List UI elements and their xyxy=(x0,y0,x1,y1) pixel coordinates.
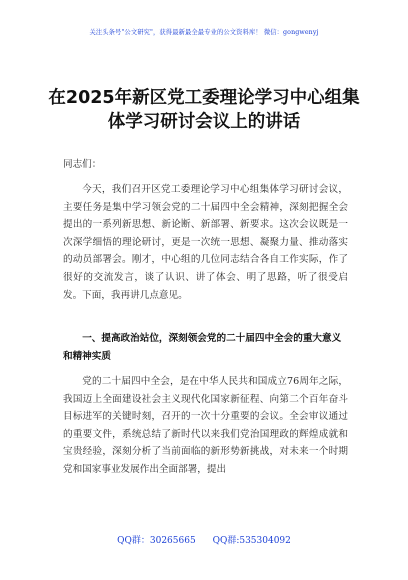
section-heading-1: 一、提高政治站位，深刻领会党的二十届四中全会的重大意义和精神实质 xyxy=(63,333,342,362)
paragraph-intro: 今天，我们召开区党工委理论学习中心组集体学习研讨会议，主要任务是集中学习领会党的二十届四中全会精神，深刻把握全会提出的一系列新思想、新论断、新部署、新要求。这次会议既是一次深学细悟的理论研讨，更是一次统一思想、凝聚力量、推动落实的动员部署会。刚才，中心组的几位同志结合各自工作实际，作了很好的交流发言，谈了认识、讲了体会、明了思路，听了很受启发。下面，我再讲几点意见。 xyxy=(63,184,348,301)
paragraph-section-1: 党的二十届四中全会，是在中华人民共和国成立76周年之际，我国迈上全面建设社会主义现代化国家新征程、向第二个百年奋斗目标进军的关键时刻，召开的一次十分重要的会议。全会审议通过的重要文件，系统总结了新时代以来我们党治国理政的辉煌成就和宝贵经验，深刻分析了当前面临的新形势新挑战，对未来一个时期党和国家事业发展作出全面部署，提出 xyxy=(63,376,348,475)
footer-qq-group-2: QQ群:535304092 xyxy=(212,536,291,546)
document-title: 在2025年新区党工委理论学习中心组集体学习研讨会议上的讲话 xyxy=(48,88,360,132)
footer-qq-group-1: QQ群：30265665 xyxy=(117,536,196,546)
salutation: 同志们： xyxy=(63,159,102,170)
header-note: 关注头条号"公文研究"，获得最新最全最专业的公文资料库！ 微信：gongwenyj xyxy=(89,29,319,36)
footer-note xyxy=(0,533,408,546)
